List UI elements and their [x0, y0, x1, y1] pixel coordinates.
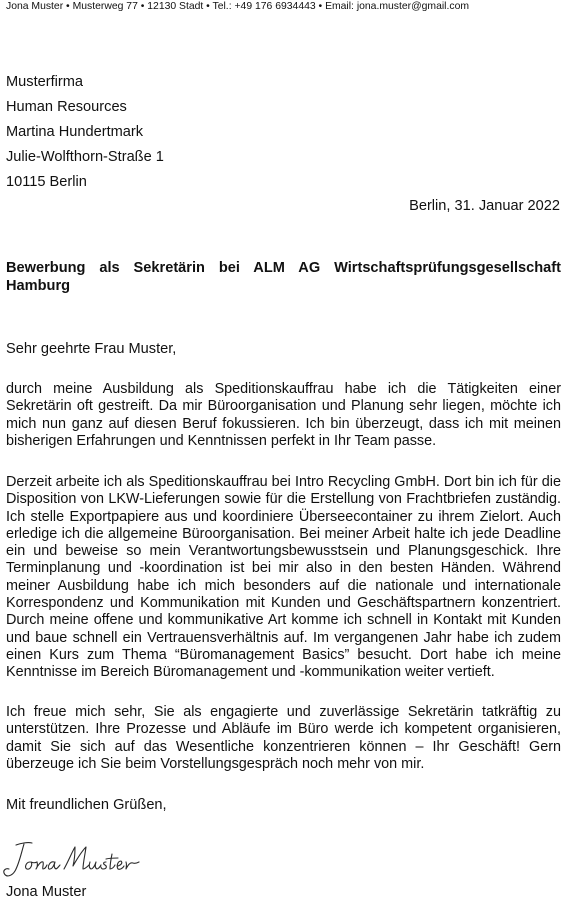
- letter-subject: Bewerbung als Sekretärin bei ALM AG Wirtschaftsprüfungsgesellschaft Hamburg: [6, 260, 561, 294]
- sender-address-line: Jona Muster • Musterweg 77 • 12130 Stadt • Tel.: +49 176 6934443 • Email: jona.muster@gmail.com: [6, 1, 470, 12]
- printed-signature-name: Jona Muster: [6, 884, 87, 900]
- handwritten-signature-image: [2, 838, 152, 884]
- recipient-address-block: [6, 70, 164, 195]
- salutation: Sehr geehrte Frau Muster,: [6, 341, 177, 357]
- body-paragraph-3: Ich freue mich sehr, Sie als engagierte und zuverlässige Sekretärin tatkräftig zu unterstützen. Ihre Prozesse und Abläufe im Büro werde ich kompetent organisieren, damit Sie sich auf das Wesentliche konzentrieren können – Ihr Geschäft! Gern überzeuge ich Sie beim Vorstellungsgespräch noch mehr von mir.: [6, 704, 561, 772]
- recipient-department: Human Resources: [6, 99, 127, 115]
- body-paragraph-2: Derzeit arbeite ich als Speditionskauffrau bei Intro Recycling GmbH. Dort bin ich für die Disposition von LKW-Lieferungen sowie für die Erstellung von Frachtbriefen zuständig. Ich stelle Exportpapiere aus und koordiniere Überseecontainer zu ihrem Zielort. Auch erledige ich die allgemeine Büroorganisation. Bei meiner Arbeit halte ich jede Deadline ein und beweise so mein Verantwortungsbewusstsein und Planungsgeschick. Ihre Terminplanung und -koordination ist bei mir also in den besten Händen. Während meiner Ausbildung habe ich mich besonders auf die nationale und internationale Korrespondenz und Kommunikation mit Kunden und Geschäftspartnern konzentriert. Durch meine offene und kommunikative Art komme ich schnell in Kontakt mit Kunden und baue schnell ein Vertrauensverhältnis auf. Im vergangenen Jahr habe ich zudem einen Kurs zum Thema “Büromanagement Basics” besucht. Dort habe ich meine Kenntnisse im Bereich Büromanagement und -kommunikation weiter vertieft.: [6, 474, 561, 681]
- letter-date: Berlin, 31. Januar 2022: [409, 198, 560, 214]
- recipient-company: Musterfirma: [6, 74, 84, 90]
- recipient-street: Julie-Wolfthorn-Straße 1: [6, 149, 164, 165]
- recipient-city: 10115 Berlin: [6, 174, 87, 190]
- closing-phrase: Mit freundlichen Grüßen,: [6, 797, 167, 813]
- body-paragraph-1: durch meine Ausbildung als Speditionskauffrau habe ich die Tätigkeiten einer Sekretärin oft gestreift. Da mir Büroorganisation und Planung sehr liegen, möchte ich mich nun ganz auf diesen Beruf fokussieren. Ich bin überzeugt, dass ich mit meinen bisherigen Erfahrungen und Kenntnissen perfekt in Ihr Team passe.: [6, 381, 561, 449]
- recipient-contact-person: Martina Hundertmark: [6, 124, 144, 140]
